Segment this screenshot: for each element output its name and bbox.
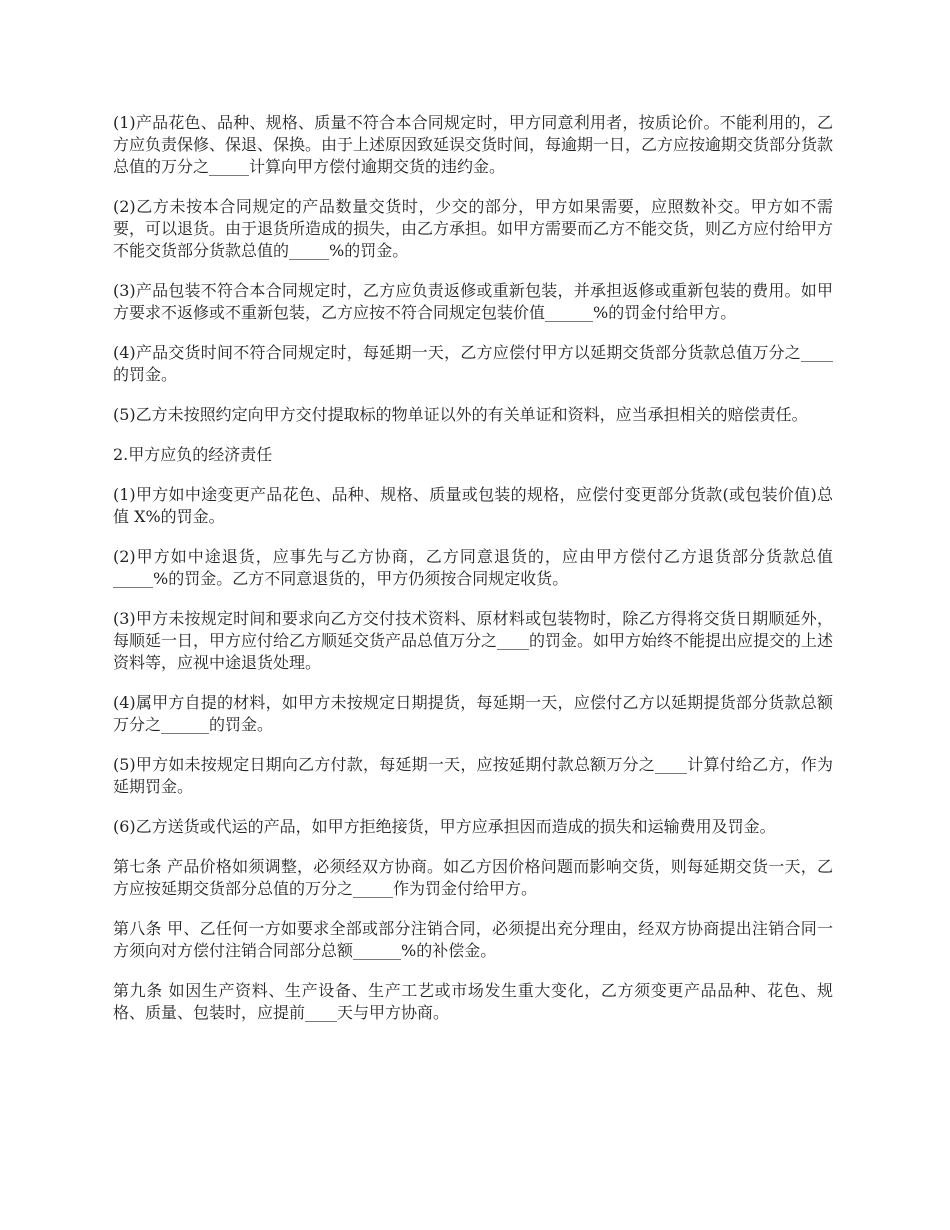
section-heading: 2.甲方应负的经济责任	[113, 445, 273, 464]
clause-paragraph: (1)甲方如中途变更产品花色、品种、规格、质量或包装的规格，应偿付变更部分货款(或包装价值)总值 X%的罚金。	[113, 485, 833, 526]
clause-paragraph: (1)产品花色、品种、规格、质量不符合本合同规定时，甲方同意利用者，按质论价。不能利用的，乙方应负责保修、保退、保换。由于上述原因致延误交货时间，每逾期一日，乙方应按逾期交货部分货款总值的万分之_____计算向甲方偿付逾期交货的违约金。	[113, 113, 834, 176]
article-paragraph: 第八条 甲、乙任何一方如要求全部或部分注销合同，必须提出充分理由，经双方协商提出注销合同一方须向对方偿付注销合同部分总额______%的补偿金。	[113, 919, 833, 960]
clause-paragraph: (2)乙方未按本合同规定的产品数量交货时，少交的部分，甲方如果需要，应照数补交。甲方如不需要，可以退货。由于退货所造成的损失，由乙方承担。如甲方需要而乙方不能交货，则乙方应付给甲方不能交货部分货款总值的_____%的罚金。	[113, 197, 834, 260]
clause-paragraph: (2)甲方如中途退货，应事先与乙方协商，乙方同意退货的，应由甲方偿付乙方退货部分货款总值_____%的罚金。乙方不同意退货的，甲方仍须按合同规定收货。	[113, 547, 833, 588]
clause-paragraph: (5)甲方如未按规定日期向乙方付款，每延期一天，应按延期付款总额万分之____计算付给乙方，作为延期罚金。	[113, 755, 833, 796]
article-paragraph: 第九条 如因生产资料、生产设备、生产工艺或市场发生重大变化，乙方须变更产品品种、花色、规格、质量、包装时，应提前____天与甲方协商。	[113, 981, 833, 1022]
clause-paragraph: (3)甲方未按规定时间和要求向乙方交付技术资料、原材料或包装物时，除乙方得将交货日期顺延外，每顺延一日，甲方应付给乙方顺延交货产品总值万分之____的罚金。如甲方始终不能提出应提交的上述资料等，应视中途退货处理。	[113, 609, 834, 672]
clause-paragraph: (3)产品包装不符合本合同规定时，乙方应负责返修或重新包装，并承担返修或重新包装的费用。如甲方要求不返修或不重新包装，乙方应按不符合同规定包装价值______%的罚金付给甲方。	[113, 281, 833, 322]
article-paragraph: 第七条 产品价格如须调整，必须经双方协商。如乙方因价格问题而影响交货，则每延期交货一天，乙方应按延期交货部分总值的万分之_____作为罚金付给甲方。	[113, 857, 833, 898]
clause-paragraph: (6)乙方送货或代运的产品，如甲方拒绝接货，甲方应承担因而造成的损失和运输费用及罚金。	[113, 817, 776, 836]
clause-paragraph: (4)属甲方自提的材料，如甲方未按规定日期提货，每延期一天，应偿付乙方以延期提货部分货款总额万分之______的罚金。	[113, 693, 833, 734]
clause-paragraph: (5)乙方未按照约定向甲方交付提取标的物单证以外的有关单证和资料，应当承担相关的赔偿责任。	[113, 405, 808, 424]
clause-paragraph: (4)产品交货时间不符合同规定时，每延期一天，乙方应偿付甲方以延期交货部分货款总值万分之____的罚金。	[113, 343, 833, 384]
document-body	[113, 112, 833, 1042]
